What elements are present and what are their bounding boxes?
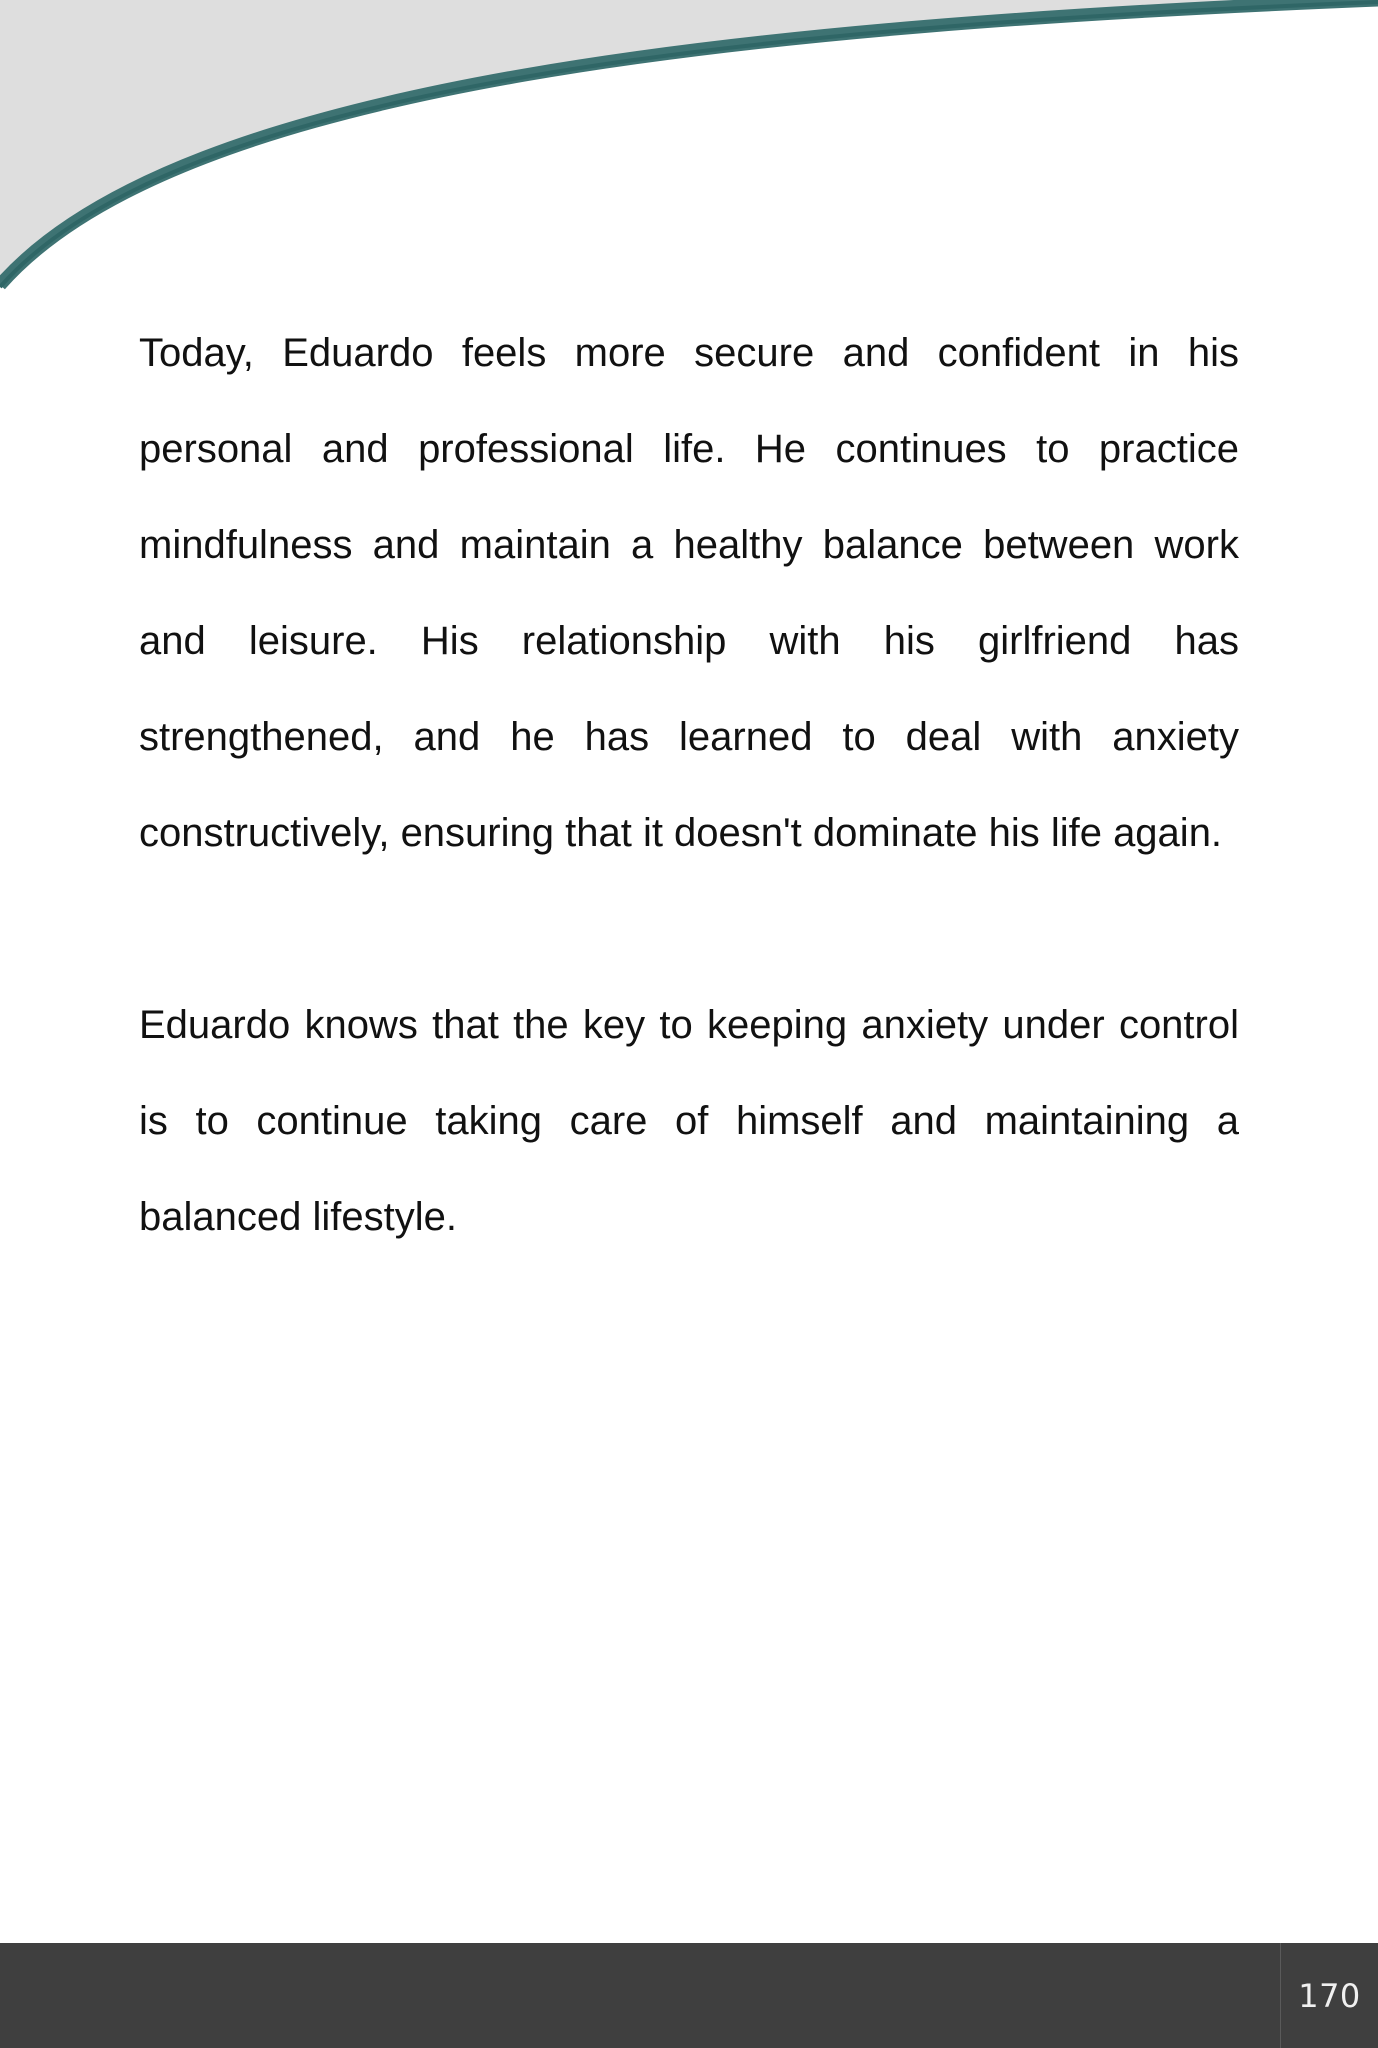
header-curve-decoration	[0, 0, 1378, 300]
page-number: 170	[1298, 1976, 1361, 2015]
page-number-box	[1280, 1943, 1378, 2048]
paragraph-1: Today, Eduardo feels more secure and confident in his personal and professional life. He continues to practice mindfulness and maintain a healthy balance between work and leisure. His relationship with his girlfriend has strengthened, and he has learned to deal with anxiety constructively, ensuring that it doesn't dominate his life again.	[139, 331, 1239, 855]
paragraph-2: Eduardo knows that the key to keeping anxiety under control is to continue taking care of himself and maintaining a balanced lifestyle.	[139, 1003, 1239, 1239]
page-footer	[0, 1943, 1378, 2048]
page-content	[139, 305, 1239, 1265]
header-gray-fill	[0, 0, 1378, 285]
